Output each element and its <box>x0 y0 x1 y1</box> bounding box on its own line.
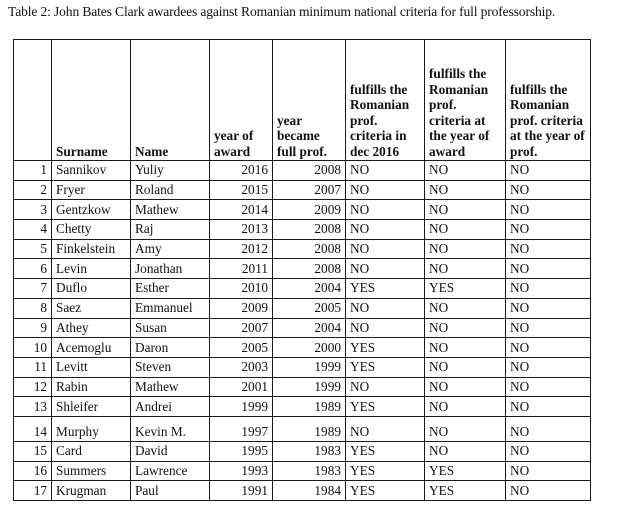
table-row <box>14 259 591 279</box>
cell-surname: Summers <box>52 461 131 481</box>
cell-year-of-award: 2010 <box>210 279 273 299</box>
cell-year-of-award: 2001 <box>210 377 273 397</box>
cell-criteria-year-prof: NO <box>506 220 591 240</box>
header-index <box>14 40 52 161</box>
cell-criteria-year-prof: NO <box>506 357 591 377</box>
cell-year-of-award: 2007 <box>210 318 273 338</box>
cell-index: 3 <box>14 200 52 220</box>
cell-name: Daron <box>131 338 210 358</box>
cell-criteria-year-prof: NO <box>506 318 591 338</box>
cell-name: Yuliy <box>131 161 210 181</box>
cell-index: 10 <box>14 338 52 358</box>
header-year-of-award: year of award <box>210 40 273 161</box>
cell-index: 2 <box>14 180 52 200</box>
header-row <box>14 40 591 161</box>
cell-year-of-award: 2015 <box>210 180 273 200</box>
cell-year-of-award: 2009 <box>210 298 273 318</box>
table-row <box>14 161 591 181</box>
cell-name: Andrei <box>131 397 210 417</box>
cell-index: 13 <box>14 397 52 417</box>
cell-index: 6 <box>14 259 52 279</box>
cell-index: 7 <box>14 279 52 299</box>
cell-surname: Athey <box>52 318 131 338</box>
header-name: Name <box>131 40 210 161</box>
header-criteria-dec-2016: fulfills the Romanian prof. criteria in dec 2016 <box>346 40 425 161</box>
cell-year-of-award: 2016 <box>210 161 273 181</box>
cell-criteria-year-award: NO <box>425 441 506 461</box>
cell-criteria-year-award: NO <box>425 180 506 200</box>
cell-criteria-year-prof: NO <box>506 259 591 279</box>
cell-surname: Duflo <box>52 279 131 299</box>
cell-year-full-prof: 1984 <box>273 481 346 501</box>
cell-surname: Saez <box>52 298 131 318</box>
cell-year-of-award: 1995 <box>210 441 273 461</box>
cell-name: Paul <box>131 481 210 501</box>
cell-surname: Gentzkow <box>52 200 131 220</box>
cell-year-of-award: 2003 <box>210 357 273 377</box>
cell-criteria-year-prof: NO <box>506 441 591 461</box>
cell-criteria-dec-2016: NO <box>346 377 425 397</box>
table-row <box>14 338 591 358</box>
cell-name: Jonathan <box>131 259 210 279</box>
cell-criteria-year-award: NO <box>425 338 506 358</box>
table-row <box>14 180 591 200</box>
cell-criteria-year-award: NO <box>425 200 506 220</box>
cell-year-full-prof: 1989 <box>273 416 346 441</box>
cell-surname: Acemoglu <box>52 338 131 358</box>
cell-criteria-year-prof: NO <box>506 397 591 417</box>
cell-year-full-prof: 2000 <box>273 338 346 358</box>
cell-year-of-award: 1991 <box>210 481 273 501</box>
cell-criteria-year-award: YES <box>425 279 506 299</box>
header-surname: Surname <box>52 40 131 161</box>
cell-criteria-year-award: NO <box>425 357 506 377</box>
cell-index: 5 <box>14 239 52 259</box>
cell-index: 1 <box>14 161 52 181</box>
cell-year-full-prof: 1989 <box>273 397 346 417</box>
cell-surname: Levitt <box>52 357 131 377</box>
cell-criteria-dec-2016: NO <box>346 200 425 220</box>
cell-year-full-prof: 2008 <box>273 161 346 181</box>
cell-index: 16 <box>14 461 52 481</box>
cell-criteria-year-prof: NO <box>506 200 591 220</box>
table-caption: Table 2: John Bates Clark awardees against Romanian minimum national criteria for full professorship. <box>8 4 556 19</box>
cell-criteria-dec-2016: YES <box>346 338 425 358</box>
cell-criteria-dec-2016: NO <box>346 416 425 441</box>
table-row <box>14 318 591 338</box>
cell-criteria-year-prof: NO <box>506 461 591 481</box>
cell-name: Roland <box>131 180 210 200</box>
table-row <box>14 279 591 299</box>
cell-criteria-year-prof: NO <box>506 161 591 181</box>
cell-criteria-year-prof: NO <box>506 416 591 441</box>
cell-index: 9 <box>14 318 52 338</box>
cell-criteria-dec-2016: YES <box>346 397 425 417</box>
table-row <box>14 357 591 377</box>
cell-criteria-year-prof: NO <box>506 338 591 358</box>
cell-surname: Shleifer <box>52 397 131 417</box>
cell-index: 12 <box>14 377 52 397</box>
cell-year-of-award: 2012 <box>210 239 273 259</box>
cell-name: Esther <box>131 279 210 299</box>
cell-name: Lawrence <box>131 461 210 481</box>
cell-name: Kevin M. <box>131 416 210 441</box>
cell-year-full-prof: 1999 <box>273 357 346 377</box>
table-row <box>14 481 591 501</box>
cell-criteria-year-award: NO <box>425 161 506 181</box>
cell-year-full-prof: 1983 <box>273 441 346 461</box>
cell-year-of-award: 2011 <box>210 259 273 279</box>
cell-year-of-award: 2013 <box>210 220 273 240</box>
cell-criteria-year-award: NO <box>425 416 506 441</box>
cell-name: Amy <box>131 239 210 259</box>
cell-year-full-prof: 2004 <box>273 279 346 299</box>
table-row <box>14 416 591 441</box>
cell-criteria-year-prof: NO <box>506 180 591 200</box>
cell-year-full-prof: 1983 <box>273 461 346 481</box>
cell-surname: Finkelstein <box>52 239 131 259</box>
cell-index: 11 <box>14 357 52 377</box>
cell-surname: Card <box>52 441 131 461</box>
header-year-full-prof: year became full prof. <box>273 40 346 161</box>
cell-year-full-prof: 1999 <box>273 377 346 397</box>
cell-year-full-prof: 2004 <box>273 318 346 338</box>
cell-year-full-prof: 2008 <box>273 239 346 259</box>
cell-criteria-dec-2016: YES <box>346 481 425 501</box>
cell-name: Mathew <box>131 377 210 397</box>
cell-year-of-award: 1997 <box>210 416 273 441</box>
cell-name: David <box>131 441 210 461</box>
table-row <box>14 397 591 417</box>
cell-criteria-year-award: NO <box>425 318 506 338</box>
cell-index: 4 <box>14 220 52 240</box>
cell-year-of-award: 1993 <box>210 461 273 481</box>
cell-index: 17 <box>14 481 52 501</box>
cell-criteria-year-award: NO <box>425 220 506 240</box>
cell-index: 15 <box>14 441 52 461</box>
cell-criteria-year-award: NO <box>425 259 506 279</box>
cell-year-of-award: 2014 <box>210 200 273 220</box>
cell-criteria-dec-2016: NO <box>346 220 425 240</box>
cell-name: Susan <box>131 318 210 338</box>
cell-surname: Chetty <box>52 220 131 240</box>
cell-index: 8 <box>14 298 52 318</box>
cell-year-full-prof: 2008 <box>273 220 346 240</box>
cell-criteria-dec-2016: NO <box>346 259 425 279</box>
cell-criteria-dec-2016: YES <box>346 441 425 461</box>
cell-criteria-year-award: NO <box>425 397 506 417</box>
cell-criteria-dec-2016: YES <box>346 279 425 299</box>
cell-criteria-year-prof: NO <box>506 239 591 259</box>
cell-criteria-year-prof: NO <box>506 298 591 318</box>
cell-criteria-year-award: NO <box>425 377 506 397</box>
cell-surname: Fryer <box>52 180 131 200</box>
cell-criteria-dec-2016: NO <box>346 161 425 181</box>
cell-surname: Murphy <box>52 416 131 441</box>
cell-name: Steven <box>131 357 210 377</box>
cell-year-of-award: 2005 <box>210 338 273 358</box>
table-row <box>14 298 591 318</box>
cell-year-full-prof: 2009 <box>273 200 346 220</box>
cell-name: Mathew <box>131 200 210 220</box>
cell-criteria-dec-2016: YES <box>346 461 425 481</box>
cell-surname: Rabin <box>52 377 131 397</box>
table-row <box>14 461 591 481</box>
cell-criteria-year-award: YES <box>425 481 506 501</box>
header-criteria-year-award: fulfills the Romanian prof. criteria at the year of award <box>425 40 506 161</box>
table-row <box>14 220 591 240</box>
cell-year-full-prof: 2008 <box>273 259 346 279</box>
cell-surname: Krugman <box>52 481 131 501</box>
cell-name: Raj <box>131 220 210 240</box>
cell-criteria-year-award: NO <box>425 239 506 259</box>
cell-criteria-dec-2016: YES <box>346 357 425 377</box>
table-row <box>14 239 591 259</box>
cell-criteria-dec-2016: NO <box>346 318 425 338</box>
cell-criteria-year-prof: NO <box>506 279 591 299</box>
cell-name: Emmanuel <box>131 298 210 318</box>
cell-year-full-prof: 2005 <box>273 298 346 318</box>
cell-criteria-year-prof: NO <box>506 377 591 397</box>
awardees-table <box>13 39 591 501</box>
table-row <box>14 200 591 220</box>
cell-criteria-dec-2016: NO <box>346 180 425 200</box>
cell-index: 14 <box>14 416 52 441</box>
table-row <box>14 377 591 397</box>
cell-surname: Levin <box>52 259 131 279</box>
cell-criteria-year-award: NO <box>425 298 506 318</box>
header-criteria-year-prof: fulfills the Romanian prof. criteria at the year of prof. <box>506 40 591 161</box>
table-row <box>14 441 591 461</box>
cell-criteria-dec-2016: NO <box>346 239 425 259</box>
cell-year-full-prof: 2007 <box>273 180 346 200</box>
cell-criteria-year-prof: NO <box>506 481 591 501</box>
cell-criteria-dec-2016: NO <box>346 298 425 318</box>
cell-surname: Sannikov <box>52 161 131 181</box>
cell-criteria-year-award: YES <box>425 461 506 481</box>
cell-year-of-award: 1999 <box>210 397 273 417</box>
